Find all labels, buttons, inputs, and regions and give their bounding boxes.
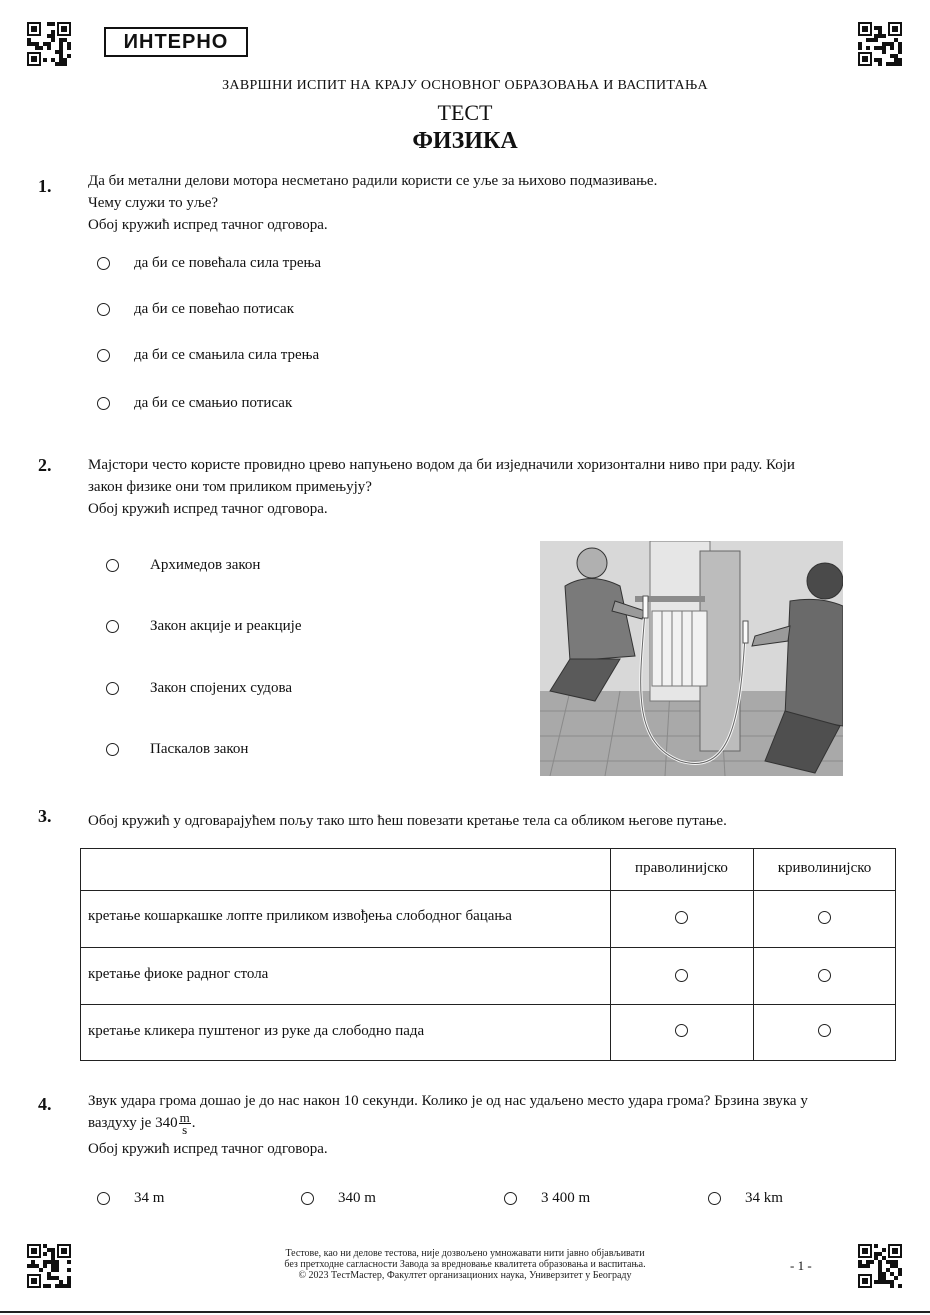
answer-radio[interactable] [97, 257, 110, 270]
answer-radio[interactable] [708, 1192, 721, 1205]
unit-numerator: m [179, 1110, 190, 1126]
answer-radio[interactable] [106, 682, 119, 695]
qr-code-icon [27, 22, 71, 66]
answer-radio[interactable] [818, 969, 831, 982]
answer-radio[interactable] [675, 1024, 688, 1037]
page-number: - 1 - [790, 1258, 812, 1273]
question-instruction: Обој кружић испред тачног одговора. [88, 501, 328, 517]
table-divider [610, 849, 611, 1060]
answer-option: Закон спојених судова [150, 680, 292, 696]
answer-option: 340 m [338, 1190, 376, 1206]
question-number: 4. [38, 1094, 52, 1114]
answer-radio[interactable] [504, 1192, 517, 1205]
question-number: 3. [38, 806, 52, 826]
answer-radio[interactable] [301, 1192, 314, 1205]
answer-option: Паскалов закон [150, 741, 249, 757]
speed-prefix: ваздуху је [88, 1115, 152, 1131]
table-divider [81, 947, 895, 948]
answer-option: да би се повећао потисак [134, 301, 294, 317]
question-number: 2. [38, 455, 52, 475]
question-text: Обој кружић у одговарајућем пољу тако што ћеш повезати кретање тела са обликом његове путање. [88, 813, 727, 829]
answer-radio[interactable] [675, 969, 688, 982]
subject-title: ФИЗИКА [412, 128, 518, 154]
question-line: Да би метални делови мотора несметано радили користи се уље за њихово подмазивање. [88, 173, 658, 189]
answer-option: 34 m [134, 1190, 165, 1206]
speed-unit-fraction [179, 1110, 191, 1138]
table-divider [753, 849, 754, 1060]
speed-value: 340 [155, 1115, 178, 1131]
notice-line: © 2023 ТестМастер, Факултет организационих наука, Универзитет у Београду [298, 1270, 632, 1281]
question-instruction: Обој кружић испред тачног одговора. [88, 1141, 328, 1157]
unit-denominator: s [182, 1122, 188, 1138]
question-text [88, 454, 795, 520]
speed-suffix: . [191, 1115, 196, 1131]
internal-stamp: ИНТЕРНО [104, 27, 248, 57]
answer-option: 34 km [745, 1190, 783, 1206]
answer-radio[interactable] [97, 349, 110, 362]
answer-radio[interactable] [97, 1192, 110, 1205]
question-text [88, 1090, 808, 1160]
copyright-notice [230, 1248, 700, 1281]
page-bottom-edge [0, 1311, 930, 1313]
question-line: закон физике они том приликом примењују? [88, 479, 372, 495]
answer-option: Закон акције и реакције [150, 618, 302, 634]
qr-code-icon [858, 22, 902, 66]
motion-classification-table [80, 848, 896, 1061]
answer-option: да би се повећала сила трења [134, 255, 322, 271]
qr-code-icon [27, 1244, 71, 1288]
answer-option: 3 400 m [541, 1190, 591, 1206]
answer-radio[interactable] [106, 620, 119, 633]
question-line: Чему служи то уље? [88, 195, 219, 211]
answer-radio[interactable] [97, 303, 110, 316]
answer-radio[interactable] [818, 911, 831, 924]
table-row-label: кретање фиоке радног стола [88, 966, 269, 982]
question-line: Звук удара грома дошао је до нас након 10 секунди. Колико је од нас удаљено место удара грома? Брзина звука у [88, 1093, 808, 1109]
answer-option: да би се смањила сила трења [134, 347, 320, 363]
qr-code-icon [858, 1244, 902, 1288]
answer-radio[interactable] [818, 1024, 831, 1037]
table-row-label: кретање кликера пуштеног из руке да слободно пада [88, 1023, 425, 1039]
answer-option: да би се смањио потисак [134, 395, 293, 411]
column-header-curvilinear: криволинијско [777, 860, 872, 876]
notice-line: Тестове, као ни делове тестова, није дозвољено умножавати нити јавно објављивати [285, 1248, 645, 1259]
question-number: 1. [38, 176, 52, 196]
workers-leveling-with-water-hose-illustration [540, 541, 843, 776]
question-line [88, 1112, 808, 1138]
table-divider [81, 890, 895, 891]
column-header-rectilinear: праволинијско [635, 860, 728, 876]
question-line: Мајстори често користе провидно црево напуњено водом да би изједначили хоризонтални ниво при раду. Који [88, 457, 795, 473]
answer-option: Архимедов закон [150, 557, 261, 573]
question-instruction: Обој кружић испред тачног одговора. [88, 217, 328, 233]
table-row-label: кретање кошаркашке лопте приликом извођења слободног бацања [88, 908, 512, 924]
notice-line: без претходне сагласности Завода за вредновање квалитета образовања и васпитања. [284, 1259, 646, 1270]
answer-radio[interactable] [106, 559, 119, 572]
test-label: ТЕСТ [437, 100, 493, 125]
question-text [88, 170, 657, 236]
answer-radio[interactable] [675, 911, 688, 924]
exam-title: ЗАВРШНИ ИСПИТ НА КРАЈУ ОСНОВНОГ ОБРАЗОВАЊА И ВАСПИТАЊА [222, 78, 708, 93]
answer-radio[interactable] [97, 397, 110, 410]
answer-radio[interactable] [106, 743, 119, 756]
table-divider [81, 1004, 895, 1005]
